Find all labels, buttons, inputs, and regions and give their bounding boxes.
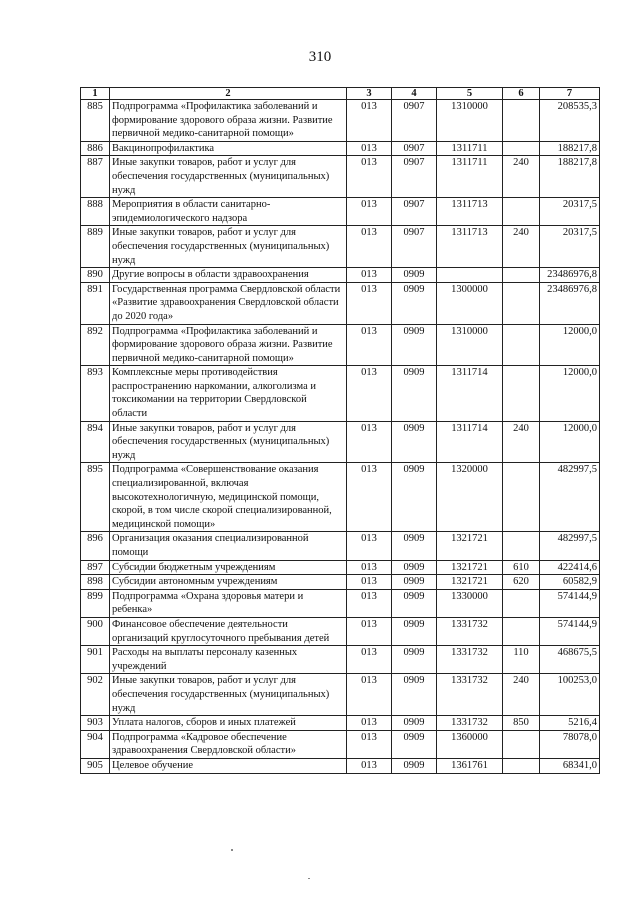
row-number-cell: 893 xyxy=(81,366,110,421)
admin-code-cell: 013 xyxy=(347,730,392,758)
section-code-cell: 0909 xyxy=(392,758,437,773)
header-col-6: 6 xyxy=(503,88,540,100)
target-code-cell: 1311713 xyxy=(437,226,503,268)
amount-cell: 23486976,8 xyxy=(540,282,600,324)
scan-dot xyxy=(308,878,310,879)
section-code-cell: 0907 xyxy=(392,141,437,156)
item-name-cell: Подпрограмма «Совершенствование оказания специализированной, включая высокотехнологичную, медицинской помощи, скорой, в том числе скорой специализированной, медицинской помощи» xyxy=(110,463,347,532)
admin-code-cell: 013 xyxy=(347,268,392,283)
budget-table xyxy=(80,87,600,774)
target-code-cell: 1361761 xyxy=(437,758,503,773)
admin-code-cell: 013 xyxy=(347,282,392,324)
admin-code-cell: 013 xyxy=(347,226,392,268)
section-code-cell: 0909 xyxy=(392,560,437,575)
target-code-cell: 1321721 xyxy=(437,560,503,575)
table-row xyxy=(81,421,600,463)
expense-type-cell xyxy=(503,463,540,532)
item-name-cell: Расходы на выплаты персоналу казенных учреждений xyxy=(110,646,347,674)
row-number-cell: 890 xyxy=(81,268,110,283)
item-name-cell: Иные закупки товаров, работ и услуг для обеспечения государственных (муниципальных) нужд xyxy=(110,421,347,463)
row-number-cell: 891 xyxy=(81,282,110,324)
amount-cell: 188217,8 xyxy=(540,141,600,156)
row-number-cell: 897 xyxy=(81,560,110,575)
section-code-cell: 0907 xyxy=(392,100,437,142)
table-row xyxy=(81,758,600,773)
section-code-cell: 0909 xyxy=(392,646,437,674)
table-row xyxy=(81,366,600,421)
header-col-2: 2 xyxy=(110,88,347,100)
admin-code-cell: 013 xyxy=(347,156,392,198)
expense-type-cell: 610 xyxy=(503,560,540,575)
item-name-cell: Уплата налогов, сборов и иных платежей xyxy=(110,716,347,731)
row-number-cell: 898 xyxy=(81,575,110,590)
expense-type-cell xyxy=(503,532,540,560)
admin-code-cell: 013 xyxy=(347,141,392,156)
admin-code-cell: 013 xyxy=(347,198,392,226)
item-name-cell: Организация оказания специализированной помощи xyxy=(110,532,347,560)
admin-code-cell: 013 xyxy=(347,617,392,645)
section-code-cell: 0909 xyxy=(392,268,437,283)
section-code-cell: 0909 xyxy=(392,463,437,532)
amount-cell: 422414,6 xyxy=(540,560,600,575)
target-code-cell: 1331732 xyxy=(437,617,503,645)
admin-code-cell: 013 xyxy=(347,560,392,575)
row-number-cell: 901 xyxy=(81,646,110,674)
row-number-cell: 900 xyxy=(81,617,110,645)
section-code-cell: 0909 xyxy=(392,589,437,617)
amount-cell: 78078,0 xyxy=(540,730,600,758)
item-name-cell: Подпрограмма «Кадровое обеспечение здравоохранения Свердловской области» xyxy=(110,730,347,758)
amount-cell: 68341,0 xyxy=(540,758,600,773)
section-code-cell: 0907 xyxy=(392,226,437,268)
header-col-3: 3 xyxy=(347,88,392,100)
row-number-cell: 903 xyxy=(81,716,110,731)
expense-type-cell xyxy=(503,141,540,156)
target-code-cell: 1311711 xyxy=(437,141,503,156)
table-row xyxy=(81,100,600,142)
item-name-cell: Подпрограмма «Профилактика заболеваний и формирование здорового образа жизни. Развитие первичной медико-санитарной помощи» xyxy=(110,100,347,142)
table-row xyxy=(81,156,600,198)
row-number-cell: 887 xyxy=(81,156,110,198)
header-col-1: 1 xyxy=(81,88,110,100)
header-col-4: 4 xyxy=(392,88,437,100)
expense-type-cell: 620 xyxy=(503,575,540,590)
table-row xyxy=(81,716,600,731)
section-code-cell: 0909 xyxy=(392,674,437,716)
admin-code-cell: 013 xyxy=(347,421,392,463)
amount-cell: 468675,5 xyxy=(540,646,600,674)
item-name-cell: Иные закупки товаров, работ и услуг для обеспечения государственных (муниципальных) нужд xyxy=(110,156,347,198)
row-number-cell: 892 xyxy=(81,324,110,366)
expense-type-cell xyxy=(503,268,540,283)
scan-dot xyxy=(231,849,233,851)
table-row xyxy=(81,463,600,532)
item-name-cell: Иные закупки товаров, работ и услуг для обеспечения государственных (муниципальных) нужд xyxy=(110,226,347,268)
item-name-cell: Другие вопросы в области здравоохранения xyxy=(110,268,347,283)
admin-code-cell: 013 xyxy=(347,716,392,731)
admin-code-cell: 013 xyxy=(347,366,392,421)
expense-type-cell xyxy=(503,758,540,773)
row-number-cell: 895 xyxy=(81,463,110,532)
row-number-cell: 885 xyxy=(81,100,110,142)
expense-type-cell xyxy=(503,282,540,324)
target-code-cell: 1320000 xyxy=(437,463,503,532)
table-row xyxy=(81,226,600,268)
table-row xyxy=(81,589,600,617)
target-code-cell: 1331732 xyxy=(437,716,503,731)
page-number: 310 xyxy=(308,49,332,65)
target-code-cell: 1300000 xyxy=(437,282,503,324)
section-code-cell: 0909 xyxy=(392,282,437,324)
expense-type-cell xyxy=(503,617,540,645)
admin-code-cell: 013 xyxy=(347,324,392,366)
amount-cell: 208535,3 xyxy=(540,100,600,142)
expense-type-cell xyxy=(503,730,540,758)
expense-type-cell xyxy=(503,589,540,617)
amount-cell: 188217,8 xyxy=(540,156,600,198)
expense-type-cell xyxy=(503,100,540,142)
item-name-cell: Государственная программа Свердловской области «Развитие здравоохранения Свердловской области до 2020 года» xyxy=(110,282,347,324)
table-row xyxy=(81,617,600,645)
section-code-cell: 0907 xyxy=(392,156,437,198)
amount-cell: 5216,4 xyxy=(540,716,600,731)
expense-type-cell xyxy=(503,324,540,366)
target-code-cell: 1311714 xyxy=(437,421,503,463)
admin-code-cell: 013 xyxy=(347,674,392,716)
amount-cell: 12000,0 xyxy=(540,421,600,463)
table-row xyxy=(81,324,600,366)
header-col-7: 7 xyxy=(540,88,600,100)
target-code-cell: 1321721 xyxy=(437,575,503,590)
target-code-cell: 1310000 xyxy=(437,324,503,366)
amount-cell: 20317,5 xyxy=(540,198,600,226)
table-row xyxy=(81,532,600,560)
item-name-cell: Субсидии бюджетным учреждениям xyxy=(110,560,347,575)
table-row xyxy=(81,730,600,758)
target-code-cell: 1310000 xyxy=(437,100,503,142)
admin-code-cell: 013 xyxy=(347,463,392,532)
amount-cell: 574144,9 xyxy=(540,589,600,617)
table-row xyxy=(81,674,600,716)
target-code-cell: 1330000 xyxy=(437,589,503,617)
row-number-cell: 902 xyxy=(81,674,110,716)
row-number-cell: 896 xyxy=(81,532,110,560)
section-code-cell: 0909 xyxy=(392,716,437,731)
table-row xyxy=(81,268,600,283)
expense-type-cell: 240 xyxy=(503,674,540,716)
item-name-cell: Иные закупки товаров, работ и услуг для обеспечения государственных (муниципальных) нужд xyxy=(110,674,347,716)
expense-type-cell: 110 xyxy=(503,646,540,674)
row-number-cell: 888 xyxy=(81,198,110,226)
target-code-cell: 1311711 xyxy=(437,156,503,198)
target-code-cell: 1311713 xyxy=(437,198,503,226)
amount-cell: 574144,9 xyxy=(540,617,600,645)
table-row xyxy=(81,575,600,590)
admin-code-cell: 013 xyxy=(347,589,392,617)
amount-cell: 482997,5 xyxy=(540,463,600,532)
header-row xyxy=(81,88,600,100)
amount-cell: 12000,0 xyxy=(540,324,600,366)
admin-code-cell: 013 xyxy=(347,646,392,674)
table-row xyxy=(81,646,600,674)
section-code-cell: 0909 xyxy=(392,366,437,421)
amount-cell: 100253,0 xyxy=(540,674,600,716)
section-code-cell: 0909 xyxy=(392,421,437,463)
row-number-cell: 886 xyxy=(81,141,110,156)
table-row xyxy=(81,141,600,156)
amount-cell: 20317,5 xyxy=(540,226,600,268)
amount-cell: 482997,5 xyxy=(540,532,600,560)
admin-code-cell: 013 xyxy=(347,532,392,560)
section-code-cell: 0909 xyxy=(392,617,437,645)
target-code-cell: 1360000 xyxy=(437,730,503,758)
table-row xyxy=(81,560,600,575)
target-code-cell: 1331732 xyxy=(437,646,503,674)
target-code-cell: 1321721 xyxy=(437,532,503,560)
target-code-cell: 1311714 xyxy=(437,366,503,421)
section-code-cell: 0909 xyxy=(392,730,437,758)
table-row xyxy=(81,198,600,226)
target-code-cell: 1331732 xyxy=(437,674,503,716)
section-code-cell: 0909 xyxy=(392,324,437,366)
row-number-cell: 904 xyxy=(81,730,110,758)
item-name-cell: Подпрограмма «Профилактика заболеваний и формирование здорового образа жизни. Развитие первичной медико-санитарной помощи» xyxy=(110,324,347,366)
section-code-cell: 0909 xyxy=(392,532,437,560)
admin-code-cell: 013 xyxy=(347,758,392,773)
header-col-5: 5 xyxy=(437,88,503,100)
target-code-cell xyxy=(437,268,503,283)
amount-cell: 23486976,8 xyxy=(540,268,600,283)
item-name-cell: Финансовое обеспечение деятельности организаций круглосуточного пребывания детей xyxy=(110,617,347,645)
expense-type-cell xyxy=(503,198,540,226)
section-code-cell: 0909 xyxy=(392,575,437,590)
row-number-cell: 889 xyxy=(81,226,110,268)
item-name-cell: Субсидии автономным учреждениям xyxy=(110,575,347,590)
row-number-cell: 899 xyxy=(81,589,110,617)
expense-type-cell xyxy=(503,366,540,421)
amount-cell: 12000,0 xyxy=(540,366,600,421)
row-number-cell: 905 xyxy=(81,758,110,773)
expense-type-cell: 240 xyxy=(503,226,540,268)
item-name-cell: Комплексные меры противодействия распространению наркомании, алкоголизма и токсикомании на территории Свердловской области xyxy=(110,366,347,421)
expense-type-cell: 240 xyxy=(503,421,540,463)
amount-cell: 60582,9 xyxy=(540,575,600,590)
row-number-cell: 894 xyxy=(81,421,110,463)
item-name-cell: Мероприятия в области санитарно-эпидемиологического надзора xyxy=(110,198,347,226)
item-name-cell: Подпрограмма «Охрана здоровья матери и ребенка» xyxy=(110,589,347,617)
admin-code-cell: 013 xyxy=(347,100,392,142)
expense-type-cell: 240 xyxy=(503,156,540,198)
admin-code-cell: 013 xyxy=(347,575,392,590)
expense-type-cell: 850 xyxy=(503,716,540,731)
item-name-cell: Вакцинопрофилактика xyxy=(110,141,347,156)
item-name-cell: Целевое обучение xyxy=(110,758,347,773)
section-code-cell: 0907 xyxy=(392,198,437,226)
table-row xyxy=(81,282,600,324)
